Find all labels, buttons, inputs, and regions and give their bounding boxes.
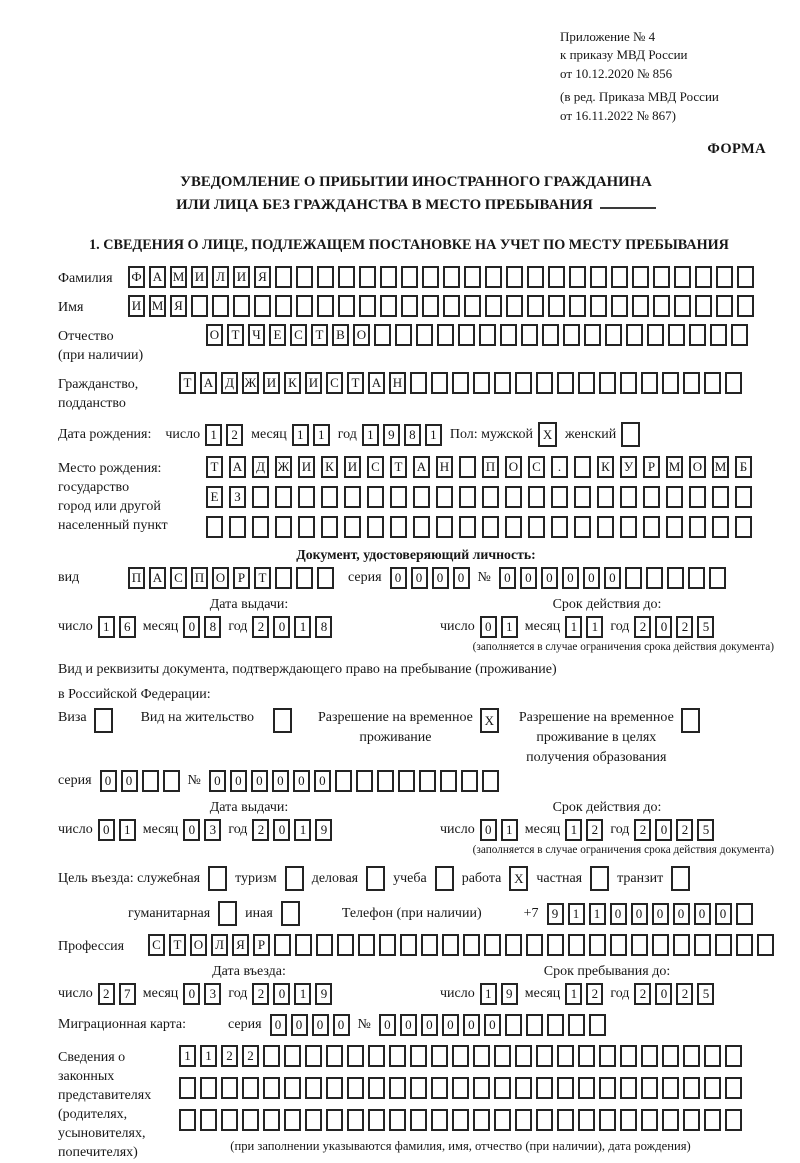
section1-heading: 1. СВЕДЕНИЯ О ЛИЦЕ, ПОДЛЕЖАЩЕМ ПОСТАНОВКЕ НА УЧЕТ ПО МЕСТУ ПРЕБЫВАНИЯ [89, 237, 729, 254]
surname-row [58, 266, 774, 288]
res-valid-month-input[interactable]: 1 2 [565, 819, 603, 841]
birth-day-input[interactable]: 1 2 [205, 424, 243, 446]
profession-label: Профессия [58, 939, 125, 955]
purpose-business-label: деловая [311, 870, 359, 886]
birth-day-group: число 1 2 [165, 424, 243, 446]
purpose-transit-checkbox[interactable] [671, 866, 690, 891]
form-title-line2: ИЛИ ЛИЦА БЕЗ ГРАЖДАНСТВА В МЕСТО ПРЕБЫВАНИЯ [58, 194, 774, 217]
gender-male-label: Пол: мужской [449, 426, 534, 442]
residence-doc-dates-row: Дата выдачи: число 0 1 месяц 0 3 год 2 0 1 9 Срок действия до: число 0 1 месяц 1 2 год 2 0 2 5 (заполняется в случае ограничения срока действия документа) [58, 800, 774, 857]
stay-until-heading: Срок пребывания до: [543, 964, 671, 980]
purpose-study-label: учеба [393, 870, 427, 886]
residence-doc-line1: Вид и реквизиты документа, подтверждающего право на пребывание (проживание) [58, 662, 557, 678]
res-valid-until-heading: Срок действия до: [552, 800, 662, 816]
name-input[interactable]: И М Я [128, 295, 754, 317]
doc-type-row [58, 567, 774, 589]
mig-number-input[interactable]: 0 0 0 0 0 0 [379, 1014, 606, 1036]
gender-male-group [450, 422, 557, 447]
doc-type-input[interactable]: П А С П О Р Т [128, 567, 334, 589]
res-valid-year-input[interactable]: 2 0 2 5 [634, 819, 714, 841]
citizenship-row [58, 372, 774, 413]
migration-card-row [58, 1014, 774, 1036]
patronymic-input[interactable]: О Т Ч Е С Т В О [206, 324, 748, 346]
purpose-humanitarian-label: гуманитарная [128, 905, 211, 921]
purpose-transit-label: транзит [617, 870, 664, 886]
res-issue-year-input[interactable]: 2 0 1 9 [252, 819, 332, 841]
legal-rep-input-row3[interactable] [179, 1109, 742, 1131]
annotation-line: от 10.12.2020 № 856 [560, 65, 673, 81]
annotation-line: от 16.11.2022 № 867) [560, 107, 677, 123]
identity-doc-heading: Документ, удостоверяющий личность: [296, 547, 536, 563]
temp-residence-option [318, 708, 499, 748]
doc-type-label: вид [58, 570, 80, 586]
visa-label: Виза [58, 710, 87, 726]
name-row [58, 295, 774, 317]
purpose-official-checkbox[interactable] [208, 866, 227, 891]
birthdate-row [58, 422, 774, 447]
res-number-sign: № [187, 773, 201, 789]
stay-month-input[interactable]: 1 2 [565, 983, 603, 1005]
doc-issue-month-input[interactable]: 0 8 [183, 616, 221, 638]
entry-month-input[interactable]: 0 3 [183, 983, 221, 1005]
annotation-line: (в ред. Приказа МВД России [560, 89, 719, 105]
legal-rep-note: (при заполнении указываются фамилия, имя, отчество (при наличии), дата рождения) [230, 1139, 691, 1154]
entry-date-heading: Дата въезда: [212, 964, 286, 980]
purpose-tourism-label: туризм [235, 870, 277, 886]
legal-representatives-label: Сведения о законных представителях (родителях, усыновителях, попечителях) [58, 1050, 152, 1161]
temp-residence-label: Разрешение на временное проживание [317, 710, 473, 746]
res-series-input[interactable]: 0 0 [100, 770, 180, 792]
purpose-study-checkbox[interactable] [435, 866, 454, 891]
residence-doc-series-row [58, 770, 774, 792]
res-valid-note: (заполняется в случае ограничения срока действия документа) [472, 844, 774, 857]
purpose-official-label: Цель въезда: служебная [58, 870, 201, 886]
annotation-line: Приложение № 4 [560, 29, 656, 44]
form-title [58, 171, 774, 217]
res-valid-day-input[interactable]: 0 1 [480, 819, 518, 841]
doc-valid-month-input[interactable]: 1 1 [565, 616, 603, 638]
doc-issue-day-input[interactable]: 1 6 [98, 616, 136, 638]
birth-year-group: год 1 9 8 1 [338, 424, 442, 446]
entry-year-input[interactable]: 2 0 1 9 [252, 983, 332, 1005]
gender-female-checkbox[interactable] [621, 422, 640, 447]
migration-card-label: Миграционная карта: [58, 1017, 187, 1033]
residence-doc-line2: в Российской Федерации: [58, 687, 211, 703]
form-label: ФОРМА [707, 141, 766, 158]
profession-input[interactable]: С Т О Л Я Р [148, 934, 774, 956]
birthplace-label: Место рождения: государство город или другой населенный пункт [58, 461, 168, 534]
purpose-private-label: частная [536, 870, 583, 886]
doc-issue-date-heading: Дата выдачи: [209, 597, 289, 613]
surname-label: Фамилия [58, 271, 113, 287]
phone-prefix: +7 [523, 905, 539, 921]
purpose-private-checkbox[interactable] [590, 866, 609, 891]
legal-representatives-row [58, 1045, 774, 1162]
profession-row [58, 934, 774, 956]
res-issue-month-input[interactable]: 0 3 [183, 819, 221, 841]
annotation-line: к приказу МВД России [560, 47, 688, 63]
purpose-work-checkbox[interactable]: X [509, 866, 528, 891]
birthdate-label: Дата рождения: [58, 426, 152, 442]
residence-permit-label: Вид на жительство [140, 710, 254, 726]
purpose-phone-row [128, 901, 774, 926]
visit-purpose-row [58, 866, 774, 891]
temp-residence-edu-checkbox[interactable] [681, 708, 700, 733]
patronymic-row [58, 324, 774, 365]
gender-female-group [565, 422, 640, 447]
entry-dates-row: Дата въезда: число 2 7 месяц 0 3 год 2 0 1 9 Срок пребывания до: число 1 9 месяц 1 2 год 2 0 2 5 [58, 964, 774, 1005]
res-series-label: серия [58, 773, 92, 789]
doc-number-input[interactable]: 0 0 0 0 0 0 [499, 567, 726, 589]
purpose-tourism-checkbox[interactable] [285, 866, 304, 891]
doc-valid-until-heading: Срок действия до: [552, 597, 662, 613]
stay-year-input[interactable]: 2 0 2 5 [634, 983, 714, 1005]
surname-input[interactable]: Ф А М И Л И Я [128, 266, 754, 288]
birthplace-input-row1[interactable]: Т А Д Ж И К И С Т А Н П О С . К У Р М О М Б [206, 456, 752, 478]
birth-year-input[interactable]: 1 9 8 1 [362, 424, 442, 446]
legal-rep-input-row1[interactable]: 1 1 2 2 [179, 1045, 742, 1067]
doc-valid-note: (заполняется в случае ограничения срока действия документа) [472, 641, 774, 654]
residence-doc-options [58, 708, 774, 768]
entry-day-input[interactable]: 2 7 [98, 983, 136, 1005]
order-annotation [560, 28, 774, 125]
birthplace-input-row2[interactable]: Е З [206, 486, 752, 508]
purpose-other-label: иная [245, 905, 273, 921]
citizenship-label: Гражданство, подданство [58, 377, 139, 412]
purpose-other-checkbox[interactable] [281, 901, 300, 926]
doc-series-label: серия [348, 570, 382, 586]
doc-series-input[interactable]: 0 0 0 0 [390, 567, 470, 589]
name-label: Имя [58, 300, 84, 316]
visa-option [58, 708, 113, 733]
res-number-input[interactable]: 0 0 0 0 0 0 [209, 770, 499, 792]
res-issue-date-heading: Дата выдачи: [209, 800, 289, 816]
purpose-work-label: работа [461, 870, 502, 886]
birthplace-input-row3[interactable] [206, 516, 752, 538]
mig-series-input[interactable]: 0 0 0 0 [270, 1014, 350, 1036]
doc-valid-year-input[interactable]: 2 0 2 5 [634, 616, 714, 638]
res-issue-day-input[interactable]: 0 1 [98, 819, 136, 841]
purpose-humanitarian-checkbox[interactable] [218, 901, 237, 926]
phone-label: Телефон (при наличии) [341, 905, 482, 921]
doc-dates-row: Дата выдачи: число 1 6 месяц 0 8 год 2 0 1 8 Срок действия до: число 0 1 месяц 1 1 год 2 0 2 5 (заполняется в случае ограничения срока действия документа) [58, 597, 774, 654]
birth-month-input[interactable]: 1 1 [292, 424, 330, 446]
stay-day-input[interactable]: 1 9 [480, 983, 518, 1005]
gender-female-label: женский [565, 426, 617, 442]
purpose-business-checkbox[interactable] [366, 866, 385, 891]
patronymic-label: Отчество (при наличии) [58, 329, 144, 364]
doc-valid-day-input[interactable]: 0 1 [480, 616, 518, 638]
temp-residence-edu-label: Разрешение на временное проживание в целях получения образования [518, 710, 674, 766]
blank-underline-field[interactable] [600, 196, 656, 209]
birthplace-row [58, 456, 774, 538]
form-title-line1: УВЕДОМЛЕНИЕ О ПРИБЫТИИ ИНОСТРАННОГО ГРАЖДАНИНА [180, 174, 652, 191]
gender-male-checkbox[interactable]: X [538, 422, 557, 447]
citizenship-input[interactable]: Т А Д Ж И К И С Т А Н [179, 372, 742, 394]
legal-rep-input-row2[interactable] [179, 1077, 742, 1099]
residence-permit-option [141, 708, 292, 733]
phone-input[interactable]: 9 1 1 0 0 0 0 0 0 [547, 903, 753, 925]
doc-issue-year-input[interactable]: 2 0 1 8 [252, 616, 332, 638]
temp-residence-edu-option [519, 708, 700, 768]
residence-permit-checkbox[interactable] [273, 708, 292, 733]
birth-month-group: месяц 1 1 [251, 424, 330, 446]
temp-residence-checkbox[interactable]: X [480, 708, 499, 733]
visa-checkbox[interactable] [94, 708, 113, 733]
mig-series-label: серия [228, 1017, 262, 1033]
mig-number-sign: № [357, 1017, 371, 1033]
doc-number-sign: № [477, 570, 491, 586]
